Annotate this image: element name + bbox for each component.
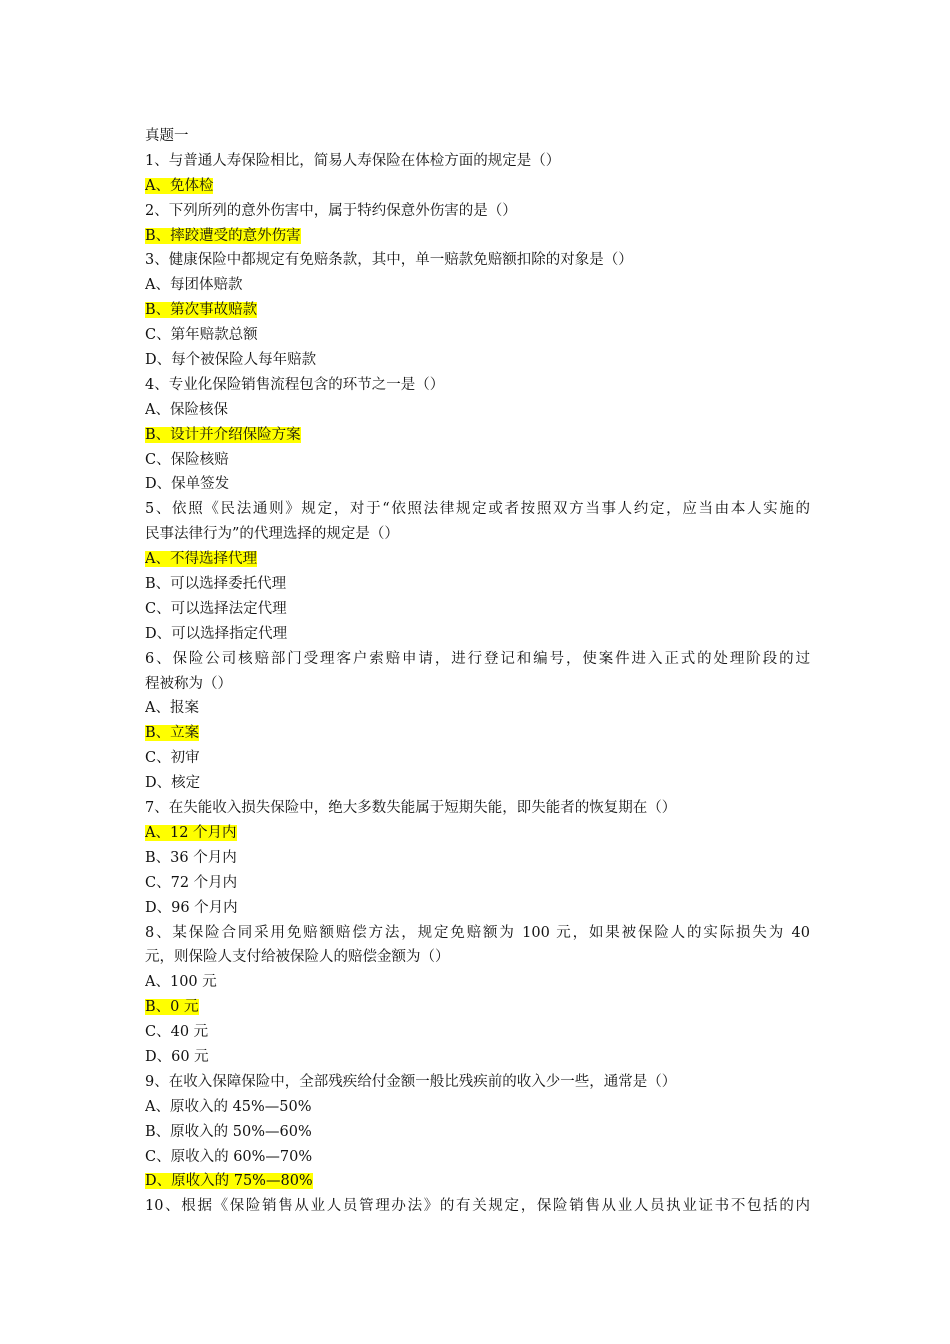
document-body — [145, 149, 810, 1219]
highlighted-answer: B、第次事故赔款 — [145, 302, 258, 319]
answer-line-highlighted — [145, 1169, 810, 1194]
document-title: 真题一 — [145, 128, 189, 144]
text-line: B、可以选择委托代理 — [145, 576, 287, 593]
answer-line-highlighted — [145, 995, 810, 1020]
text-line: 7、在失能收入损失保险中，绝大多数失能属于短期失能，即失能者的恢复期在（） — [145, 800, 677, 817]
highlighted-answer: A、12 个月内 — [145, 824, 237, 841]
answer-line-highlighted — [145, 423, 810, 448]
highlighted-answer: A、免体检 — [145, 177, 214, 194]
answer-line-highlighted — [145, 821, 810, 846]
text-line: C、初审 — [145, 750, 200, 767]
answer-line-highlighted — [145, 547, 810, 572]
text-line: 1、与普通人寿保险相比，简易人寿保险在体检方面的规定是（） — [145, 152, 561, 169]
text-line: 2、下列所列的意外伤害中，属于特约保意外伤害的是（） — [145, 202, 517, 219]
highlighted-answer: D、原收入的 75%—80% — [145, 1173, 313, 1190]
text-line: D、保单签发 — [145, 476, 230, 493]
text-line: C、可以选择法定代理 — [145, 600, 287, 617]
answer-line-highlighted — [145, 224, 810, 249]
highlighted-answer: B、0 元 — [145, 999, 199, 1016]
text-line: 民事法律行为”的代理选择的规定是（） — [145, 526, 399, 543]
text-line: 5、依照《民法通则》规定，对于“依照法律规定或者按照双方当事人约定，应当由本人实施的 — [145, 501, 810, 518]
text-line: D、可以选择指定代理 — [145, 625, 288, 642]
text-line: B、原收入的 50%—60% — [145, 1123, 312, 1140]
text-line: 元，则保险人支付给被保险人的赔偿金额为（） — [145, 949, 450, 966]
text-line: 3、健康保险中都规定有免赔条款，其中，单一赔款免赔额扣除的对象是（） — [145, 252, 633, 269]
text-line: D、96 个月内 — [145, 899, 238, 916]
text-line: A、每团体赔款 — [145, 277, 243, 294]
text-line: D、核定 — [145, 775, 201, 792]
text-line: 4、专业化保险销售流程包含的环节之一是（） — [145, 376, 445, 393]
text-line: D、每个被保险人每年赔款 — [145, 352, 317, 369]
text-line: 程被称为（） — [145, 675, 232, 692]
text-line: C、40 元 — [145, 1024, 209, 1041]
text-line: 6、保险公司核赔部门受理客户索赔申请，进行登记和编号，使案件进入正式的处理阶段的过 — [145, 650, 810, 667]
answer-line-highlighted — [145, 721, 810, 746]
text-line: C、原收入的 60%—70% — [145, 1148, 313, 1165]
text-line: A、报案 — [145, 700, 199, 717]
highlighted-answer: A、不得选择代理 — [145, 551, 257, 568]
text-line: 8、某保险合同采用免赔额赔偿方法，规定免赔额为 100 元，如果被保险人的实际损失为 40 — [145, 924, 810, 941]
text-line: C、72 个月内 — [145, 874, 238, 891]
text-line: 9、在收入保障保险中，全部残疾给付金额一般比残疾前的收入少一些，通常是（） — [145, 1073, 677, 1090]
document-page — [145, 124, 810, 1219]
text-line: C、保险核赔 — [145, 451, 229, 468]
text-line: B、36 个月内 — [145, 849, 237, 866]
text-line: D、60 元 — [145, 1048, 209, 1065]
answer-line-highlighted — [145, 174, 810, 199]
text-line: 10、根据《保险销售从业人员管理办法》的有关规定，保险销售从业人员执业证书不包括的内 — [145, 1198, 810, 1215]
text-line: C、第年赔款总额 — [145, 327, 258, 344]
text-line: A、原收入的 45%—50% — [145, 1098, 312, 1115]
text-line: A、保险核保 — [145, 401, 228, 418]
text-line: A、100 元 — [145, 974, 217, 991]
highlighted-answer: B、摔跤遭受的意外伤害 — [145, 227, 301, 244]
highlighted-answer: B、立案 — [145, 725, 200, 742]
answer-line-highlighted — [145, 298, 810, 323]
highlighted-answer: B、设计并介绍保险方案 — [145, 426, 301, 443]
